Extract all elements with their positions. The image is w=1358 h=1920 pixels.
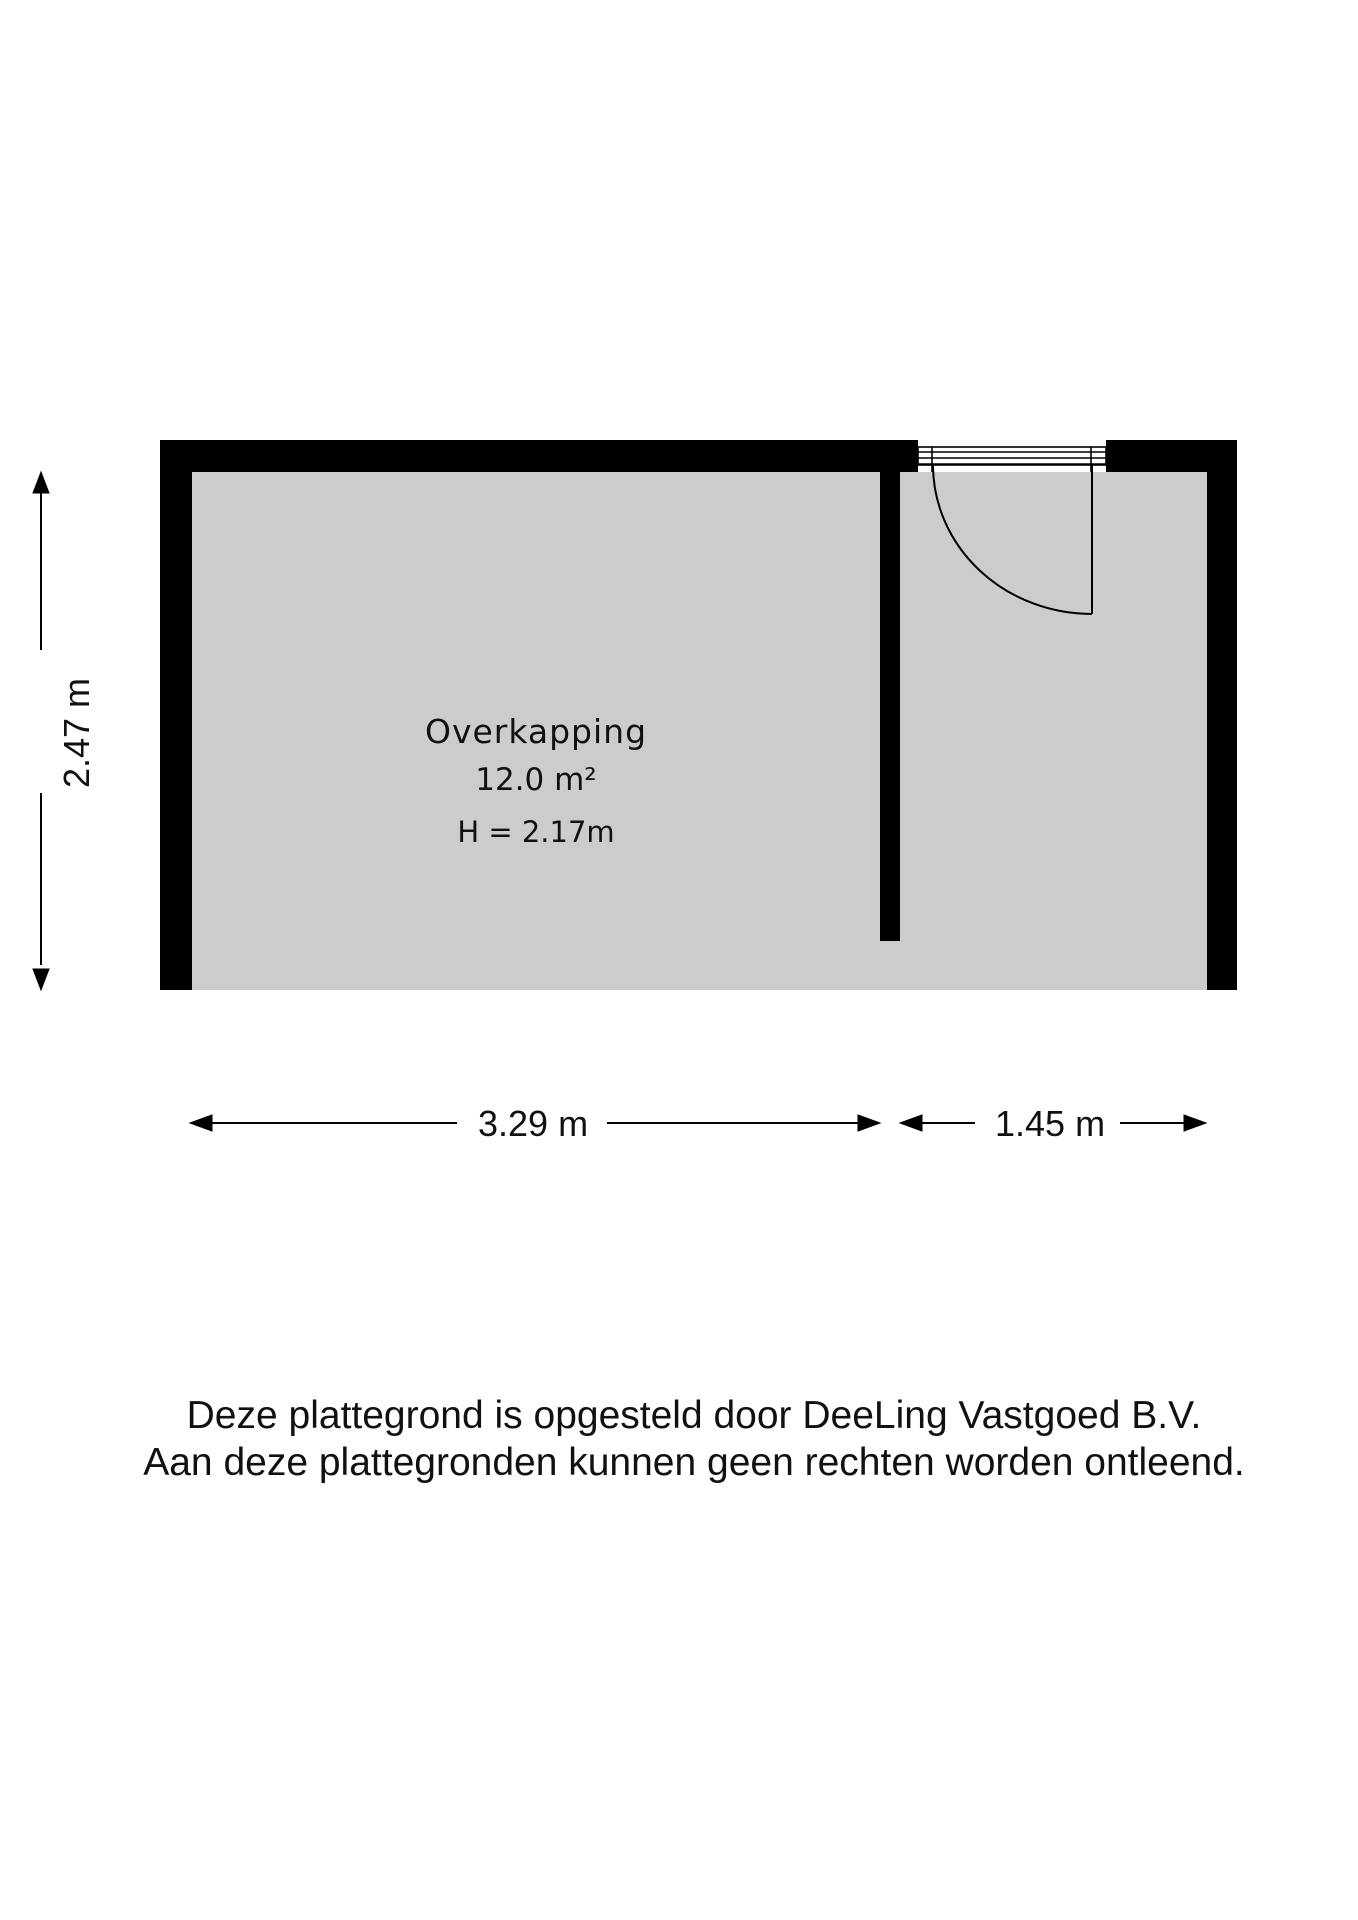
dimension-width-left-label: 3.29 m [468, 1106, 598, 1142]
dimension-height [33, 472, 49, 990]
room-height: H = 2.17m [457, 815, 615, 849]
wall-top-right [1106, 440, 1237, 472]
arrow-right-icon [858, 1115, 880, 1131]
wall-partition [880, 440, 900, 941]
wall-left [160, 440, 192, 990]
arrow-left-icon [900, 1115, 922, 1131]
arrow-left-icon [190, 1115, 212, 1131]
dimension-width-right-label: 1.45 m [985, 1106, 1115, 1142]
disclaimer-line-2: Aan deze plattegronden kunnen geen rechten worden ontleend. [143, 1441, 1245, 1484]
room-name: Overkapping [424, 712, 648, 751]
wall-top-left [160, 440, 918, 472]
wall-right [1207, 440, 1237, 990]
arrow-right-icon [1184, 1115, 1206, 1131]
disclaimer-line-1: Deze plattegrond is opgesteld door DeeLing Vastgoed B.V. [186, 1394, 1202, 1437]
arrow-up-icon [33, 472, 49, 493]
dimension-height-label: 2.47 m [59, 668, 95, 798]
room-area: 12.0 m² [475, 762, 597, 798]
arrow-down-icon [33, 969, 49, 990]
